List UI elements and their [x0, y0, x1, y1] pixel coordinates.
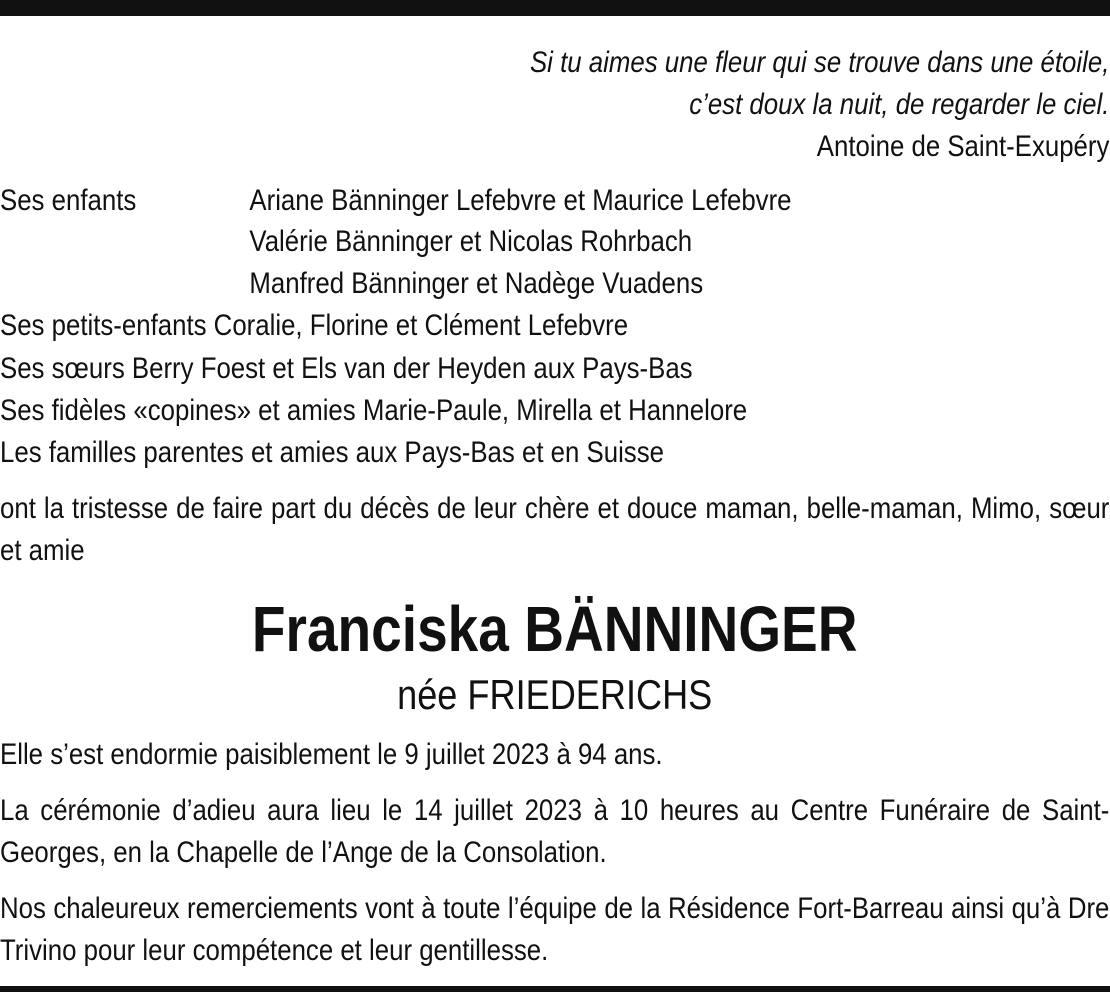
death-notice: Elle s’est endormie paisiblement le 9 juillet 2023 à 94 ans.	[0, 738, 663, 771]
relatives-line: Les familles parentes et amies aux Pays-Bas et en Suisse	[0, 436, 664, 469]
children-label: Ses enfants	[0, 184, 137, 217]
child-entry: Ariane Bänninger Lefebvre et Maurice Lefebvre	[249, 184, 792, 217]
child-entry: Valérie Bänninger et Nicolas Rohrbach	[249, 225, 693, 258]
ceremony-details: La cérémonie d’adieu aura lieu le 14 juillet 2023 à 10 heures au Centre Funéraire de Saint-Georges, en la Chapelle de l’Ange de la Consolation.	[0, 794, 1110, 869]
maiden-name: née FRIEDERICHS	[397, 671, 713, 718]
sisters-line: Ses sœurs Berry Foest et Els van der Heyden aux Pays-Bas	[0, 352, 693, 385]
grandchildren-line: Ses petits-enfants Coralie, Florine et Clément Lefebvre	[0, 309, 629, 342]
friends-line: Ses fidèles «copines» et amies Marie-Paule, Mirella et Hannelore	[0, 394, 748, 427]
epigraph-author: Antoine de Saint-Exupéry	[816, 130, 1110, 163]
top-border-rule	[0, 0, 1110, 16]
bottom-border-rule	[0, 986, 1110, 992]
deceased-name: Franciska BÄNNINGER	[251, 593, 858, 665]
thanks-text: Nos chaleureux remerciements vont à toute l’équipe de la Résidence Fort-Barreau ainsi qu’à Dre Trivino pour leur compétence et leur gentillesse.	[0, 892, 1110, 967]
epigraph-line-1: Si tu aimes une fleur qui se trouve dans une étoile,	[529, 46, 1110, 79]
announcement-text: ont la tristesse de faire part du décès de leur chère et douce maman, belle-maman, Mimo, sœur et amie	[0, 492, 1110, 567]
epigraph-line-2: c’est doux la nuit, de regarder le ciel.	[689, 88, 1110, 121]
child-entry: Manfred Bänninger et Nadège Vuadens	[249, 267, 704, 300]
